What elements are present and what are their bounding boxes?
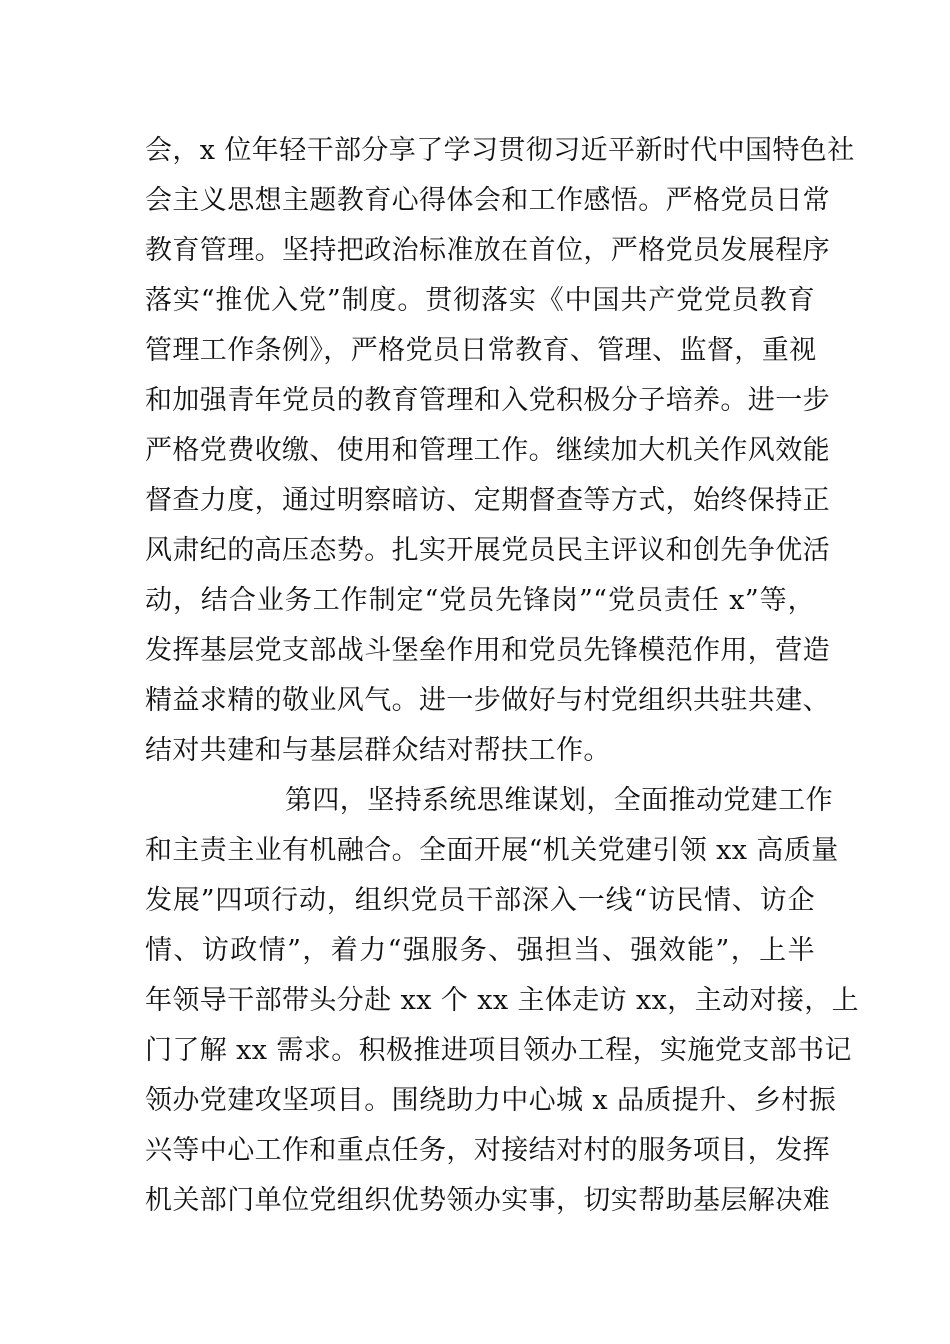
text-line: 情、访政情”，着力“强服务、强担当、强效能”，上半 [145, 935, 815, 966]
text-line: 会，x 位年轻干部分享了学习贯彻习近平新时代中国特色社 [145, 135, 855, 166]
text-line: 落实“推优入党”制度。贯彻落实《中国共产党党员教育 [145, 285, 815, 316]
text-line: 动，结合业务工作制定“党员先锋岗”“党员责任 x”等， [145, 585, 815, 616]
paragraph-end-line: 结对共建和与基层群众结对帮扶工作。 [145, 735, 611, 766]
text-line: 教育管理。坚持把政治标准放在首位，严格党员发展程序 [145, 235, 830, 266]
text-line: 领办党建攻坚项目。围绕助力中心城 x 品质提升、乡村振 [145, 1085, 837, 1116]
text-line: 会主义思想主题教育心得体会和工作感悟。严格党员日常 [145, 185, 830, 216]
text-line: 严格党费收缴、使用和管理工作。继续加大机关作风效能 [145, 435, 830, 466]
text-line: 和加强青年党员的教育管理和入党积极分子培养。进一步 [145, 385, 830, 416]
text-line: 门了解 xx 需求。积极推进项目领办工程，实施党支部书记 [145, 1035, 852, 1066]
text-line: 发展”四项行动，组织党员干部深入一线“访民情、访企 [145, 885, 815, 916]
section-heading-line: 第四，坚持系统思维谋划，全面推动党建工作 [285, 785, 833, 816]
text-line: 发挥基层党支部战斗堡垒作用和党员先锋模范作用，营造 [145, 635, 830, 666]
text-line: 风肃纪的高压态势。扎实开展党员民主评议和创先争优活 [145, 535, 830, 566]
text-line: 和主责主业有机融合。全面开展“机关党建引领 xx 高质量 [145, 835, 839, 866]
text-line: 督查力度，通过明察暗访、定期督查等方式，始终保持正 [145, 485, 830, 516]
text-line: 年领导干部带头分赴 xx 个 xx 主体走访 xx，主动对接，上 [145, 985, 860, 1016]
text-line: 管理工作条例》，严格党员日常教育、管理、监督，重视 [145, 335, 817, 366]
text-line: 机关部门单位党组织优势领办实事，切实帮助基层解决难 [145, 1185, 830, 1216]
text-line: 精益求精的敬业风气。进一步做好与村党组织共驻共建、 [145, 685, 830, 716]
text-line: 兴等中心工作和重点任务，对接结对村的服务项目，发挥 [145, 1135, 830, 1166]
document-body [145, 126, 860, 1226]
